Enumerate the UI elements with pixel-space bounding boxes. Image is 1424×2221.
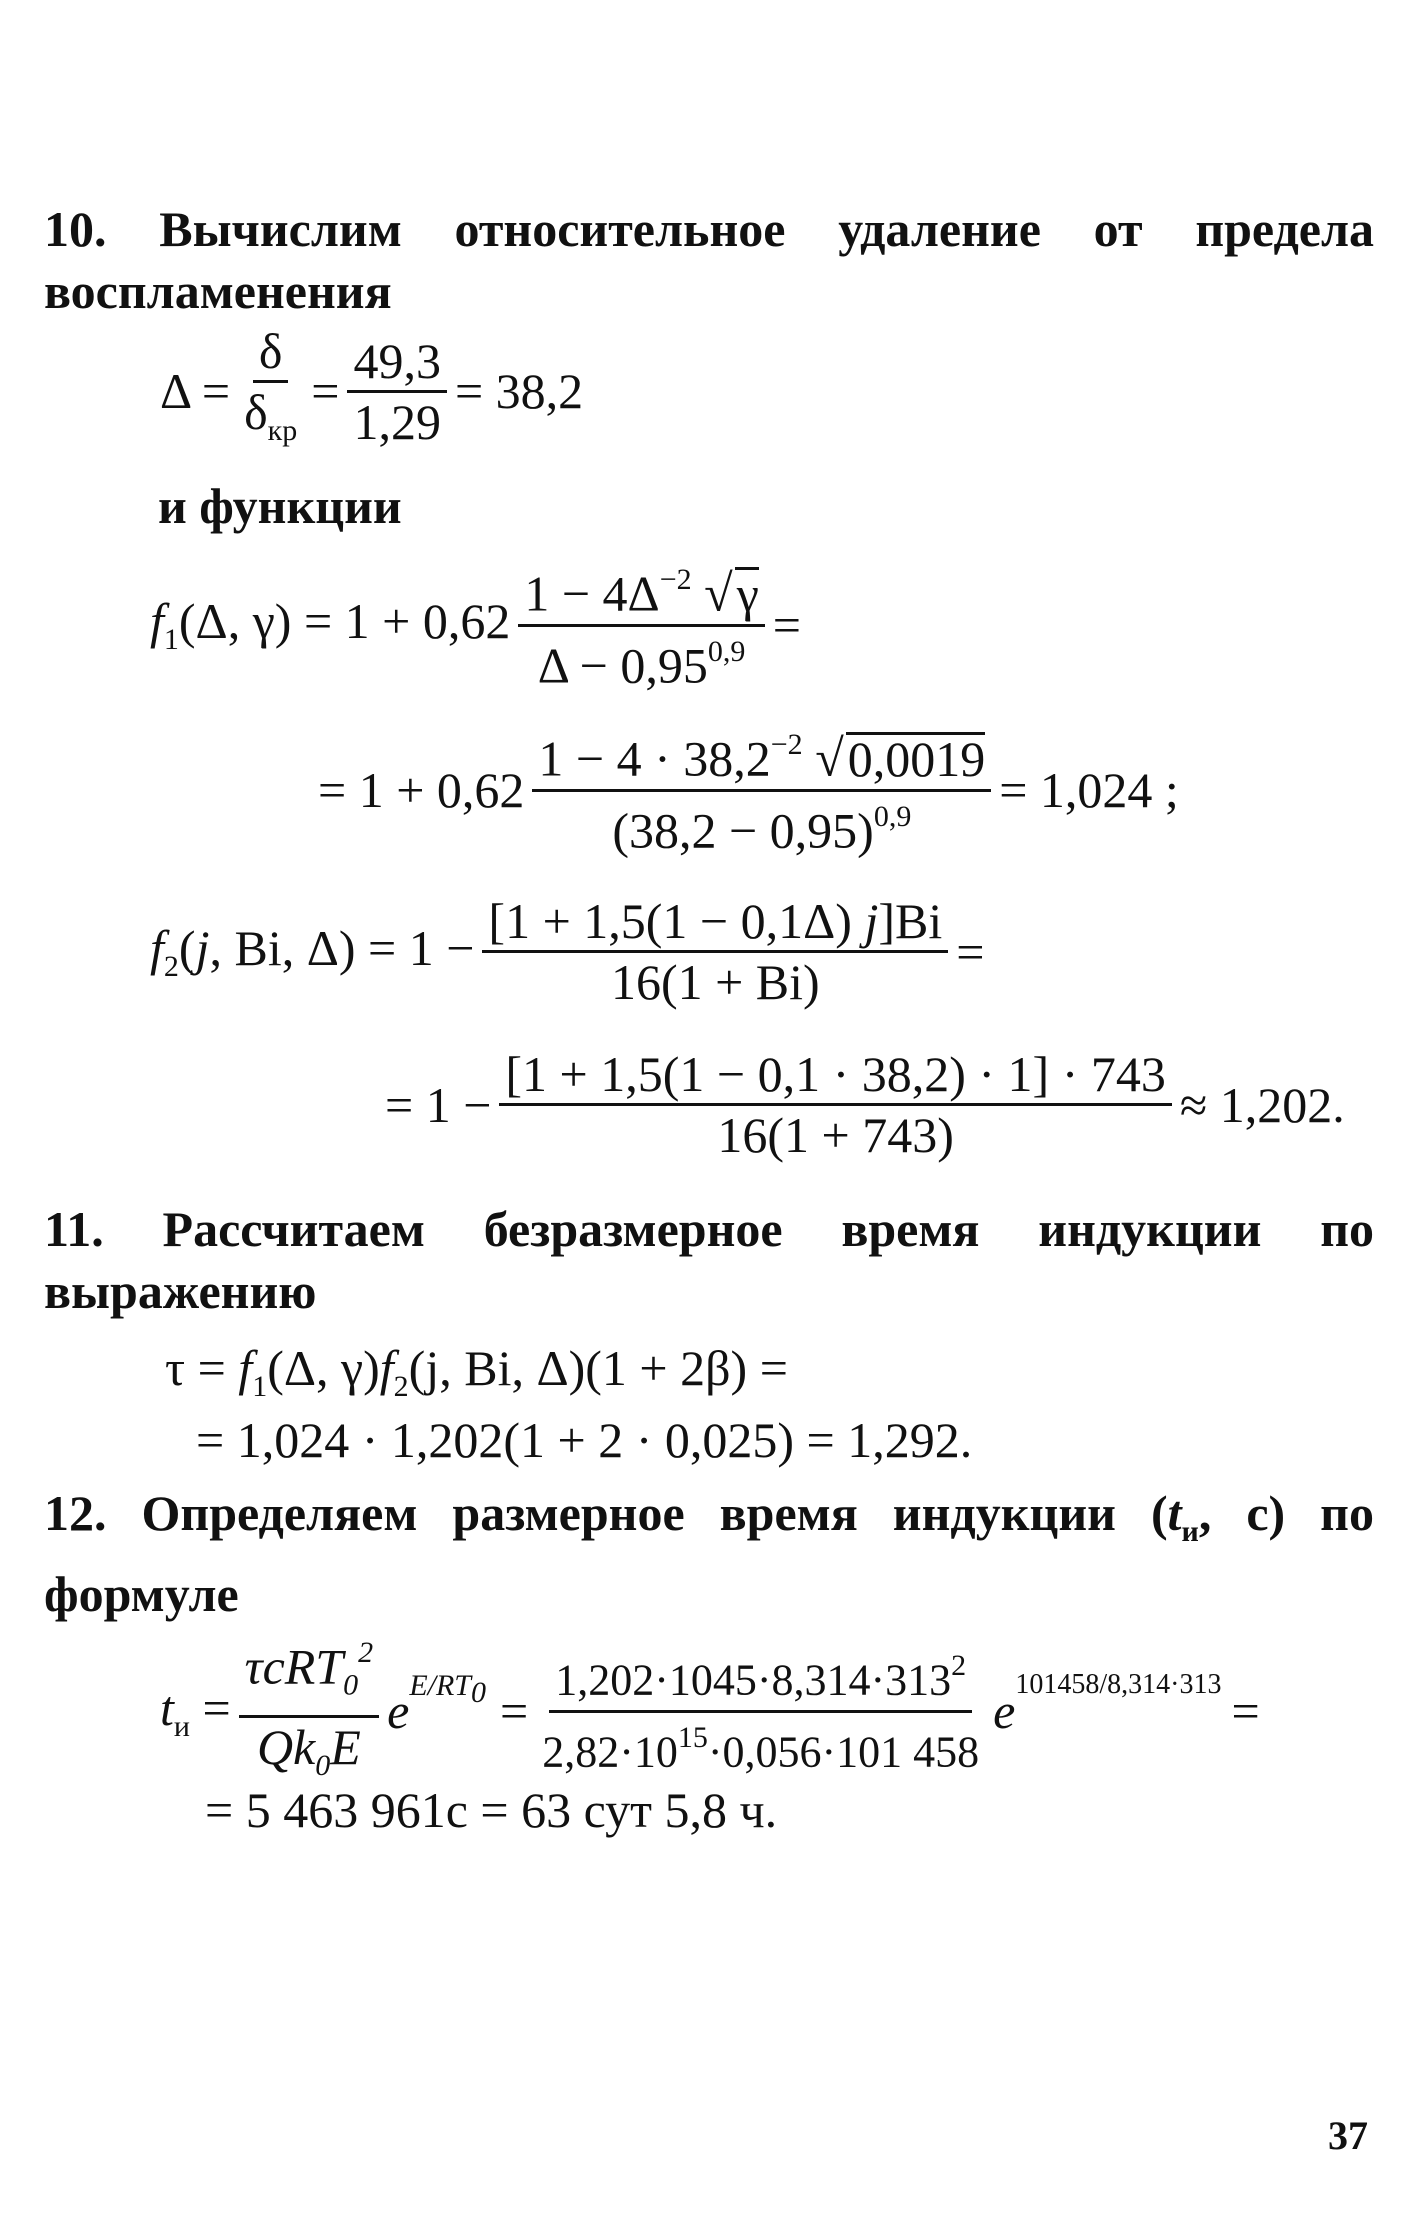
paragraph-10-text: Вычислим относительное удаление от предела воспламенения: [44, 201, 1375, 319]
paragraph-11-number: 11.: [44, 1201, 104, 1257]
equation-delta: Δ = $\frac{\delta}{\delta_{кр}}$ = $\frac{49,3}{1,29}$ = 38,2: [160, 323, 584, 450]
equation-f2-value: = 1 − $\frac{[1 + 1,5(1 - 0,1 \cdot 38,2) \cdot 1] \cdot 743}{16(1 + 743)}$ ≈ 1,202.: [385, 1046, 1345, 1163]
paragraph-11: [44, 1198, 1374, 1322]
paragraph-10: [44, 198, 1374, 322]
equation-f2-definition: $f_2(j$, Bi, Δ) = 1 − $\frac{[1 + 1,5(1 - 0,1\Delta) j]Bi}{16(1 + Bi)}$ =: [150, 893, 985, 1010]
paragraph-11-text: Рассчитаем безразмерное время индукции по выражению: [44, 1201, 1375, 1319]
equation-t-induction: $t_и$ = $\frac{\tau cRT_0^2}{Qk_0E}$ e $^{E/RT_0}$ = $\frac{1,202\cdot 1045\cdot 8,314\cdot 313^2}{2,82\cdot 10^{15}\cdot 0,056\cdot 101 458}$ e $^{101458/8,314\cdot 313}$ =: [160, 1628, 1260, 1795]
paragraph-12: 12. Определяем размерное время индукции ($t_и$, с) по формуле: [44, 1485, 1374, 1622]
page-number: 37: [1328, 2113, 1368, 2158]
equation-tau-value: = 1,024 · 1,202(1 + 2 · 0,025) = 1,292.: [196, 1412, 973, 1468]
equation-f1-value: = 1 + 0,62 $\frac{1 - 4 \cdot 38,2^{-2} √0,0019}{(38,2 - 0,95)^{0,9}}$ = 1,024 ;: [318, 720, 1179, 859]
equation-f1-definition: $f_1(\Delta$, γ) = 1 + 0,62 $\frac{1 - 4\Delta^{-2} √\gamma}{\Delta - 0,95^{0,9}}$ =: [150, 555, 801, 694]
paragraph-10-number: 10.: [44, 201, 107, 257]
paragraph-12-number: 12.: [44, 1485, 107, 1541]
equation-tau-definition: $\tau = f_1(\Delta$, $\gamma)f_2(j$, Bi, Δ)(1 + 2β) =: [165, 1340, 788, 1403]
text-and-functions: и функции: [158, 478, 402, 534]
equation-t-result: = 5 463 961с = 63 сут 5,8 ч.: [205, 1782, 778, 1838]
